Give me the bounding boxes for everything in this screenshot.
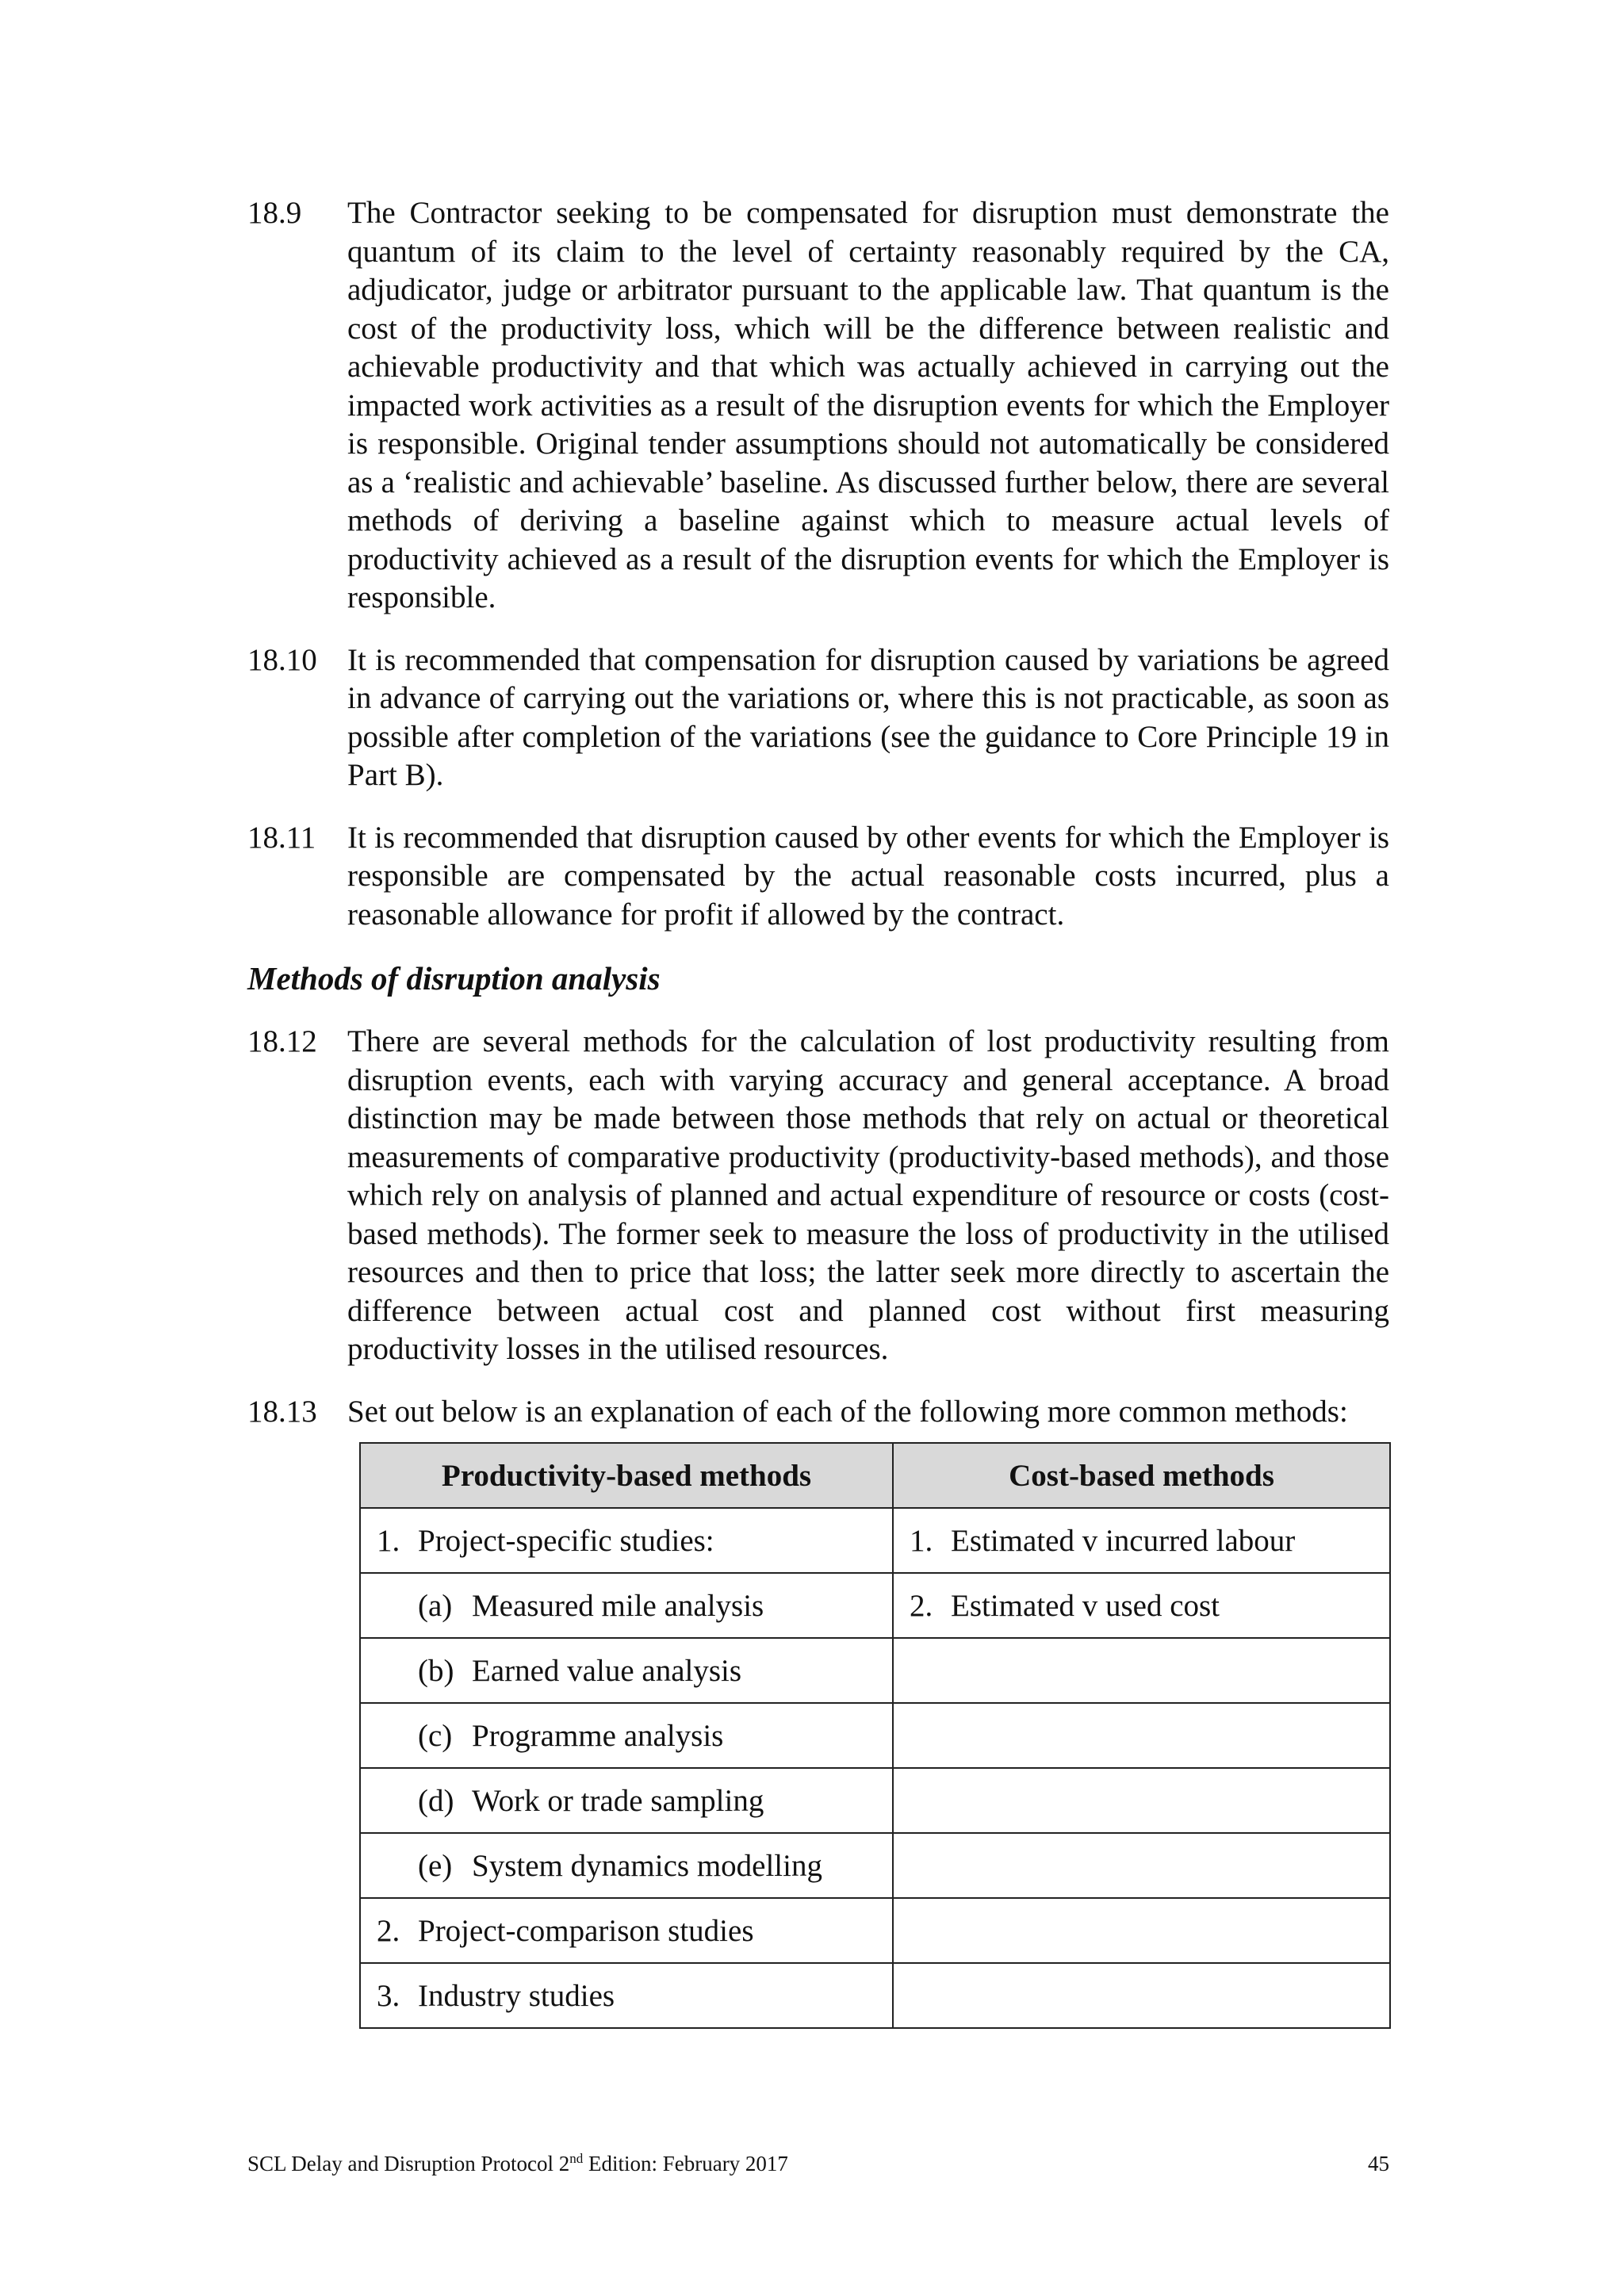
productivity-method-cell (360, 1833, 893, 1898)
table-row (360, 1963, 1390, 2028)
method-label: Industry studies (418, 1978, 615, 2013)
paragraph-number: 18.9 (247, 196, 302, 230)
method-entry (377, 1783, 764, 1819)
method-label: Earned value analysis (472, 1653, 742, 1688)
cost-method-cell (893, 1508, 1390, 1573)
paragraph-18-10 (247, 641, 1389, 795)
method-entry (377, 1524, 714, 1558)
table-row (360, 1703, 1390, 1768)
productivity-method-cell (360, 1573, 893, 1638)
method-entry (377, 1914, 754, 1948)
table-row (360, 1833, 1390, 1898)
paragraph-number: 18.13 (247, 1394, 317, 1429)
productivity-method-cell (360, 1898, 893, 1963)
paragraph-18-11 (247, 819, 1389, 935)
method-label: Measured mile analysis (472, 1588, 764, 1623)
page-number: 45 (1368, 2152, 1389, 2175)
methods-table-wrapper (359, 1442, 1389, 2029)
paragraph-18-9 (247, 194, 1389, 618)
cost-method-cell (893, 1703, 1390, 1768)
method-entry (377, 1979, 615, 2013)
method-number: 1. (377, 1523, 400, 1558)
cost-method-cell (893, 1963, 1390, 2028)
method-label: System dynamics modelling (472, 1848, 822, 1883)
section-heading: Methods of disruption analysis (247, 960, 661, 997)
paragraph-text: It is recommended that compensation for disruption caused by variations be agreed in advance of carrying out the variations or, where this is not practicable, as soon as possible after completion of the variations (see the guidance to Core Principle 19 in Part B). (347, 642, 1389, 792)
header-cost-methods: Cost-based methods (893, 1443, 1390, 1508)
footer-title (247, 2152, 788, 2176)
paragraph-number: 18.12 (247, 1024, 317, 1058)
productivity-method-cell (360, 1703, 893, 1768)
method-number: (c) (418, 1718, 453, 1753)
method-number: (d) (418, 1783, 454, 1818)
cost-method-cell (893, 1638, 1390, 1703)
cost-method-cell (893, 1768, 1390, 1833)
footer-title-date: Edition: February 2017 (583, 2152, 788, 2175)
paragraph-text: There are several methods for the calculation of lost productivity resulting from disruption events, each with varying accuracy and general acceptance. A broad distinction may be made between those methods that rely on actual or theoretical measurements of comparative productivity (productivity-based methods), and those which rely on analysis of planned and actual expenditure of resource or costs (cost-based methods). The former seek to measure the loss of productivity in the utilised resources and then to price that loss; the latter seek more directly to ascertain the difference between actual cost and planned cost without first measuring productivity losses in the utilised resources. (347, 1024, 1389, 1366)
cost-method-cell (893, 1833, 1390, 1898)
method-label: Project-comparison studies (418, 1913, 754, 1948)
paragraph-text: Set out below is an explanation of each of the following more common methods: (347, 1394, 1348, 1429)
method-label: Estimated v incurred labour (951, 1523, 1296, 1558)
paragraph-number: 18.10 (247, 642, 317, 677)
table-row (360, 1768, 1390, 1833)
table-row (360, 1508, 1390, 1573)
cost-method-cell (893, 1573, 1390, 1638)
method-number: 3. (377, 1978, 400, 2013)
method-number: (b) (418, 1653, 454, 1688)
cost-method-cell (893, 1898, 1390, 1963)
footer-title-main: SCL Delay and Disruption Protocol 2 (247, 2152, 570, 2175)
document-page (247, 194, 1389, 2029)
productivity-method-cell (360, 1638, 893, 1703)
productivity-method-cell (360, 1963, 893, 2028)
method-entry (377, 1848, 822, 1884)
method-entry (377, 1653, 741, 1689)
methods-table (359, 1442, 1391, 2029)
header-productivity-methods: Productivity-based methods (360, 1443, 893, 1508)
method-entry (377, 1718, 723, 1754)
methods-table-body (360, 1508, 1390, 2028)
paragraph-text: The Contractor seeking to be compensated for disruption must demonstrate the quantum of its claim to the level of certainty reasonably required by the CA, adjudicator, judge or arbitrator pursuant to the applicable law. That quantum is the cost of the productivity loss, which will be the difference between realistic and achievable productivity and that which was actually achieved in carrying out the impacted work activities as a result of the disruption events for which the Employer is responsible. Original tender assumptions should not automatically be considered as a ‘realistic and achievable’ baseline. As discussed further below, there are several methods of deriving a baseline against which to measure actual levels of productivity achieved as a result of the disruption events for which the Employer is responsible. (347, 196, 1389, 614)
method-number: (e) (418, 1848, 453, 1883)
productivity-method-cell (360, 1508, 893, 1573)
paragraph-18-13 (247, 1393, 1389, 1432)
page-footer (247, 2152, 1389, 2176)
method-label: Programme analysis (472, 1718, 724, 1753)
paragraph-18-12 (247, 1023, 1389, 1369)
table-row (360, 1898, 1390, 1963)
method-number: (a) (418, 1588, 453, 1623)
productivity-method-cell (360, 1768, 893, 1833)
table-row (360, 1573, 1390, 1638)
table-row (360, 1638, 1390, 1703)
method-number: 2. (910, 1588, 933, 1623)
method-number: 1. (910, 1523, 933, 1558)
method-entry (377, 1588, 764, 1624)
paragraph-number: 18.11 (247, 820, 316, 855)
table-header-row (360, 1443, 1390, 1508)
method-label: Estimated v used cost (951, 1588, 1220, 1623)
paragraph-text: It is recommended that disruption caused by other events for which the Employer is responsible are compensated by the actual reasonable costs incurred, plus a reasonable allowance for profit if allowed by the contract. (347, 820, 1389, 932)
method-label: Project-specific studies: (418, 1523, 714, 1558)
footer-title-superscript: nd (569, 2151, 584, 2166)
method-number: 2. (377, 1913, 400, 1948)
method-label: Work or trade sampling (472, 1783, 764, 1818)
